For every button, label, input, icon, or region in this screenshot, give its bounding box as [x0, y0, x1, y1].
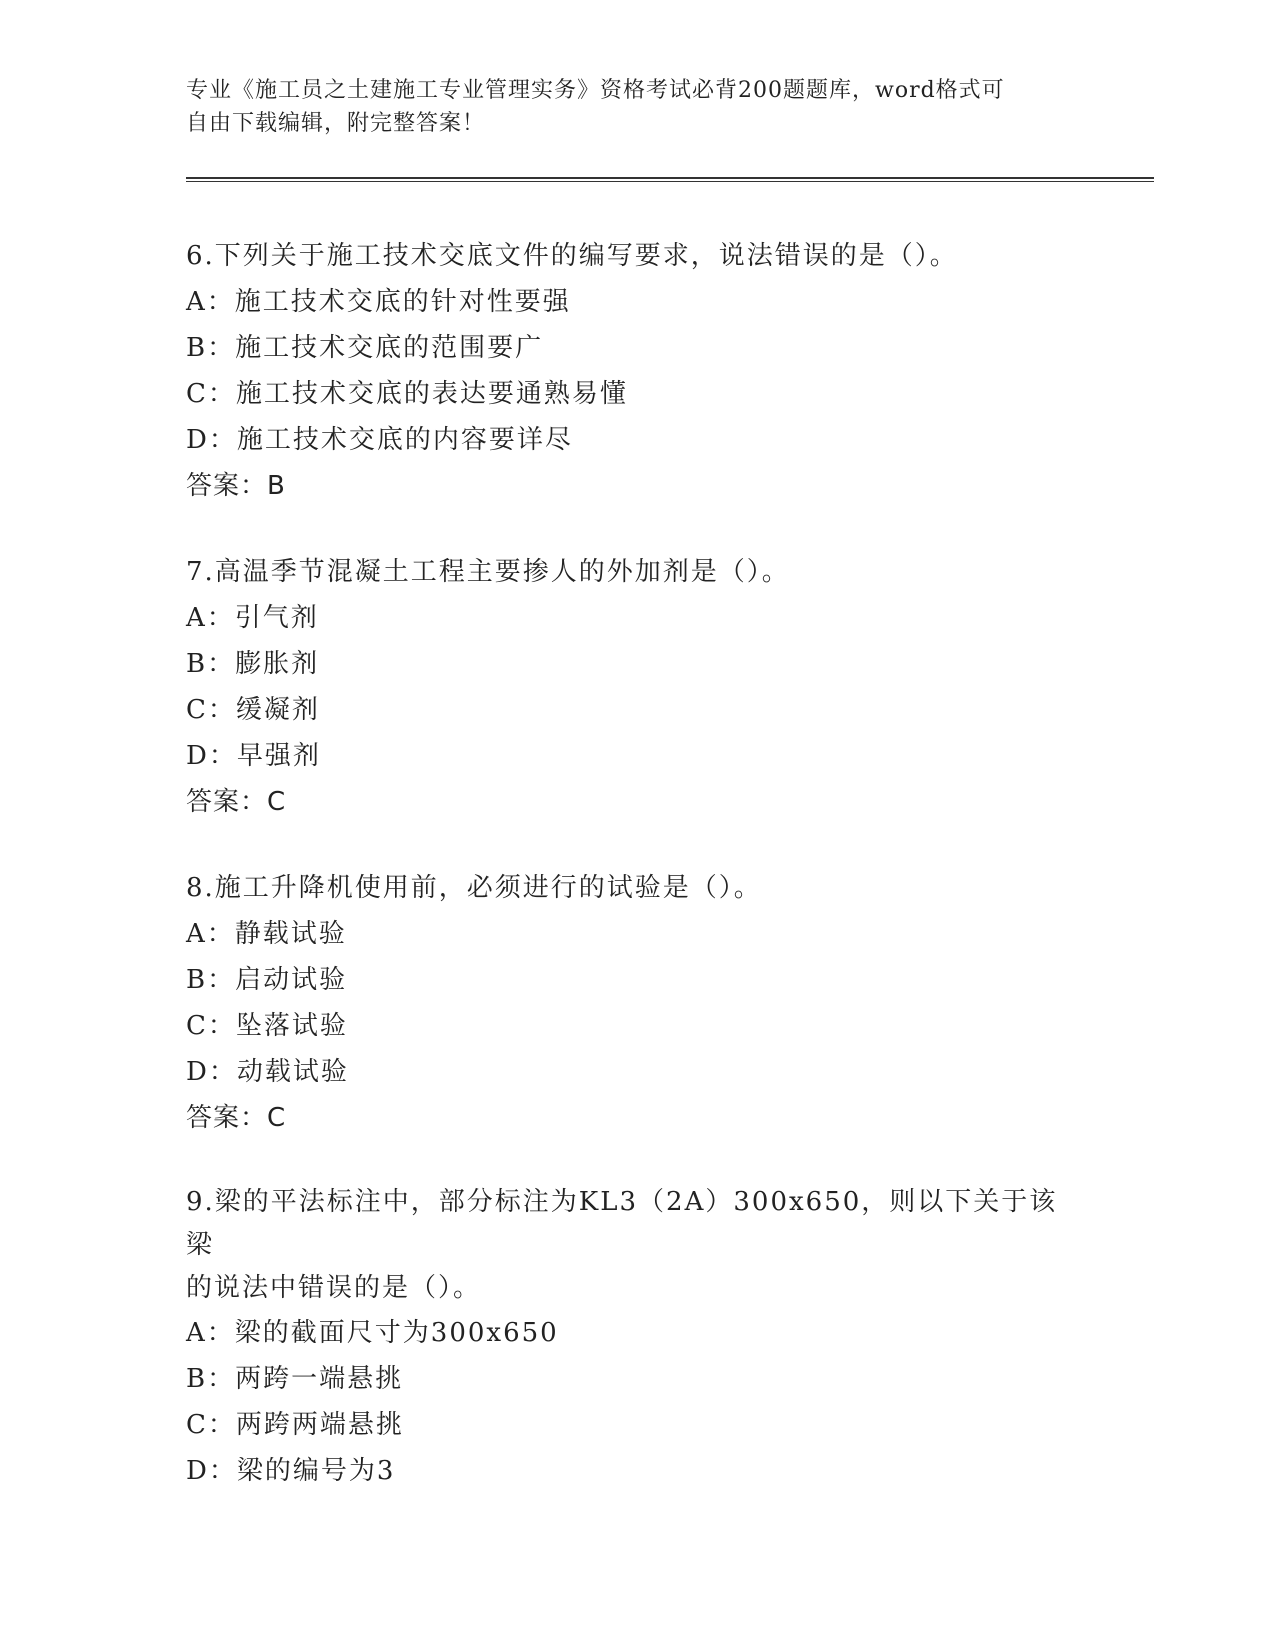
question-7	[186, 549, 1086, 825]
option-b: B：施工技术交底的范围要广	[186, 333, 544, 363]
header-title-line-2: 自由下载编辑，附完整答案！	[186, 111, 486, 136]
question-8	[186, 865, 1086, 1141]
header-title-line-1: 专业《施工员之土建施工专业管理实务》资格考试必背200题题库，word格式可	[186, 78, 1005, 103]
question-text-line-2: 的说法中错误的是（）。	[186, 1273, 482, 1303]
answer-text: 答案：C	[186, 787, 287, 817]
question-text: 7.高温季节混凝土工程主要掺人的外加剂是（）。	[186, 557, 790, 587]
option-a: A：静载试验	[186, 919, 347, 949]
option-d: D：梁的编号为3	[186, 1456, 396, 1486]
option-d: D：早强剂	[186, 741, 321, 771]
option-a: A：梁的截面尺寸为300x650	[186, 1318, 559, 1348]
document-header	[186, 74, 1086, 140]
question-list	[186, 233, 1086, 1534]
option-b: B：膨胀剂	[186, 649, 320, 679]
option-d: D：施工技术交底的内容要详尽	[186, 425, 573, 455]
answer-text: 答案：C	[186, 1103, 287, 1133]
question-9	[186, 1181, 1086, 1494]
option-b: B：两跨一端悬挑	[186, 1364, 404, 1394]
question-text: 6.下列关于施工技术交底文件的编写要求，说法错误的是（）。	[186, 241, 958, 271]
question-6	[186, 233, 1086, 509]
option-b: B：启动试验	[186, 965, 348, 995]
option-a: A：引气剂	[186, 603, 319, 633]
option-c: C：坠落试验	[186, 1011, 348, 1041]
option-d: D：动载试验	[186, 1057, 349, 1087]
option-c: C：两跨两端悬挑	[186, 1410, 404, 1440]
option-a: A：施工技术交底的针对性要强	[186, 287, 571, 317]
question-text: 8.施工升降机使用前，必须进行的试验是（）。	[186, 873, 762, 903]
option-c: C：缓凝剂	[186, 695, 320, 725]
question-text	[186, 1181, 1066, 1310]
question-text-line-1: 9.梁的平法标注中，部分标注为KL3（2A）300x650，则以下关于该梁	[186, 1187, 1058, 1260]
header-divider	[186, 177, 1154, 182]
option-c: C：施工技术交底的表达要通熟易懂	[186, 379, 628, 409]
answer-text: 答案：B	[186, 471, 286, 501]
